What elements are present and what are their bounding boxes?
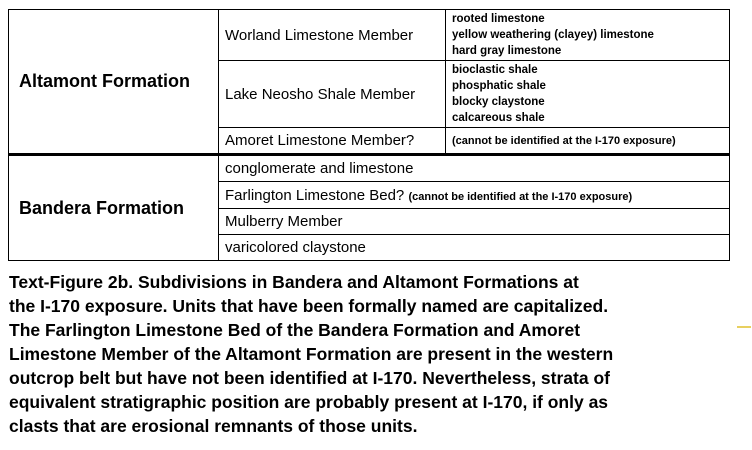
exposure-note: (cannot be identified at the I-170 exposure) <box>408 190 633 203</box>
lithology-item: bioclastic shale <box>452 64 538 76</box>
lithology-item: yellow weathering (clayey) limestone <box>452 29 654 41</box>
formation-altamont: Altamont Formation <box>9 10 219 155</box>
lithology-item: calcareous shale <box>452 112 545 124</box>
lithology-item: rooted limestone <box>452 13 545 25</box>
unit-label: Farlington Limestone Bed? <box>225 186 405 204</box>
caption-line: outcrop belt but have not been identified at I-170. Nevertheless, strata of <box>9 368 610 388</box>
lithology-item: blocky claystone <box>452 96 545 108</box>
edge-mark <box>737 326 751 328</box>
table-row <box>9 155 730 182</box>
unit-mulberry: Mulberry Member <box>219 209 730 235</box>
unit-conglomerate: conglomerate and limestone <box>219 155 730 182</box>
lithology-list <box>446 10 730 61</box>
figure-caption <box>9 270 752 438</box>
formation-bandera: Bandera Formation <box>9 155 219 261</box>
caption-line: Limestone Member of the Altamont Formation are present in the western <box>9 344 614 364</box>
caption-line: the I-170 exposure. Units that have been formally named are capitalized. <box>9 296 609 316</box>
lithology-item: phosphatic shale <box>452 80 546 92</box>
stratigraphy-table <box>8 9 730 261</box>
caption-line: Text-Figure 2b. Subdivisions in Bandera and Altamont Formations at <box>9 272 579 292</box>
unit-varicolored: varicolored claystone <box>219 235 730 261</box>
lithology-list <box>446 61 730 128</box>
unit-worland: Worland Limestone Member <box>219 10 446 61</box>
table-row <box>9 10 730 61</box>
caption-line: The Farlington Limestone Bed of the Bandera Formation and Amoret <box>9 320 581 340</box>
lithology-item: hard gray limestone <box>452 45 562 57</box>
unit-lake-neosho: Lake Neosho Shale Member <box>219 61 446 128</box>
caption-line: clasts that are erosional remnants of those units. <box>9 416 418 436</box>
unit-farlington <box>219 182 730 209</box>
exposure-note: (cannot be identified at the I-170 exposure) <box>446 128 730 155</box>
caption-line: equivalent stratigraphic position are probably present at I-170, if only as <box>9 392 609 412</box>
unit-amoret: Amoret Limestone Member? <box>219 128 446 155</box>
